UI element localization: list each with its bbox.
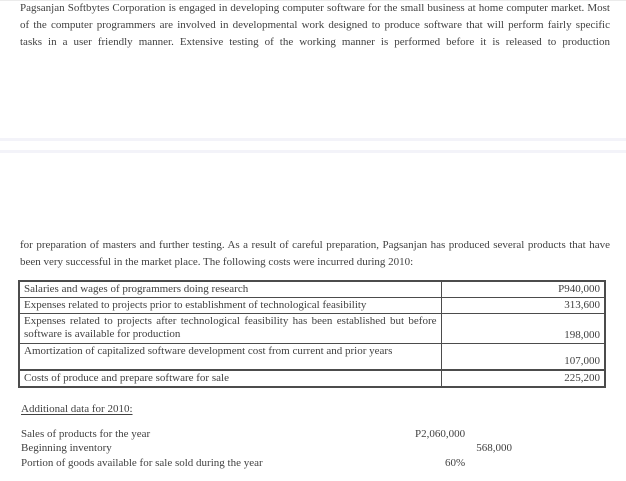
- page-divider-top: [0, 138, 626, 141]
- cost-amount: P940,000: [441, 281, 605, 298]
- table-row: [19, 370, 605, 387]
- list-item: [21, 441, 601, 455]
- table-row: [19, 281, 605, 298]
- additional-data-list: [21, 427, 601, 470]
- cost-amount: 107,000: [441, 344, 605, 371]
- cost-label: Salaries and wages of programmers doing research: [19, 281, 441, 298]
- item-value: 568,000: [476, 442, 512, 455]
- item-value: 60%: [445, 456, 466, 469]
- table-row: [19, 298, 605, 314]
- table-row: [19, 314, 605, 344]
- list-item: [21, 427, 601, 441]
- item-label: Sales of products for the year: [21, 428, 151, 440]
- cost-amount: 313,600: [441, 298, 605, 314]
- costs-table: [18, 280, 606, 388]
- table-row: [19, 344, 605, 371]
- cost-label: Expenses related to projects prior to establishment of technological feasibility: [19, 298, 441, 314]
- cost-label: Amortization of capitalized software development cost from current and prior years: [19, 344, 441, 371]
- list-item: [21, 456, 601, 470]
- cost-amount: 225,200: [441, 370, 605, 387]
- continuation-paragraph: for preparation of masters and further testing. As a result of careful preparation, Pagsanjan has produced several products that have been very successful in the market place. The following costs were incurred during 2010:: [20, 239, 610, 268]
- additional-data-heading: Additional data for 2010:: [21, 403, 133, 415]
- cost-amount: 198,000: [441, 314, 605, 344]
- page-divider-bottom: [0, 150, 626, 153]
- cost-label: Costs of produce and prepare software for sale: [19, 370, 441, 387]
- item-value: P2,060,000: [415, 428, 466, 440]
- intro-paragraph: Pagsanjan Softbytes Corporation is engaged in developing computer software for the small business at home computer market. Most of the computer programmers are involved in developmental work designed to produce software that will perform fairly specific tasks in a user friendly manner. Extensive testing of the working manner is performed before it is released to production: [20, 2, 610, 48]
- item-label: Beginning inventory: [21, 442, 112, 455]
- cost-label: Expenses related to projects after technological feasibility has been established but before software is available for production: [19, 314, 441, 344]
- item-label: Portion of goods available for sale sold during the year: [21, 456, 263, 469]
